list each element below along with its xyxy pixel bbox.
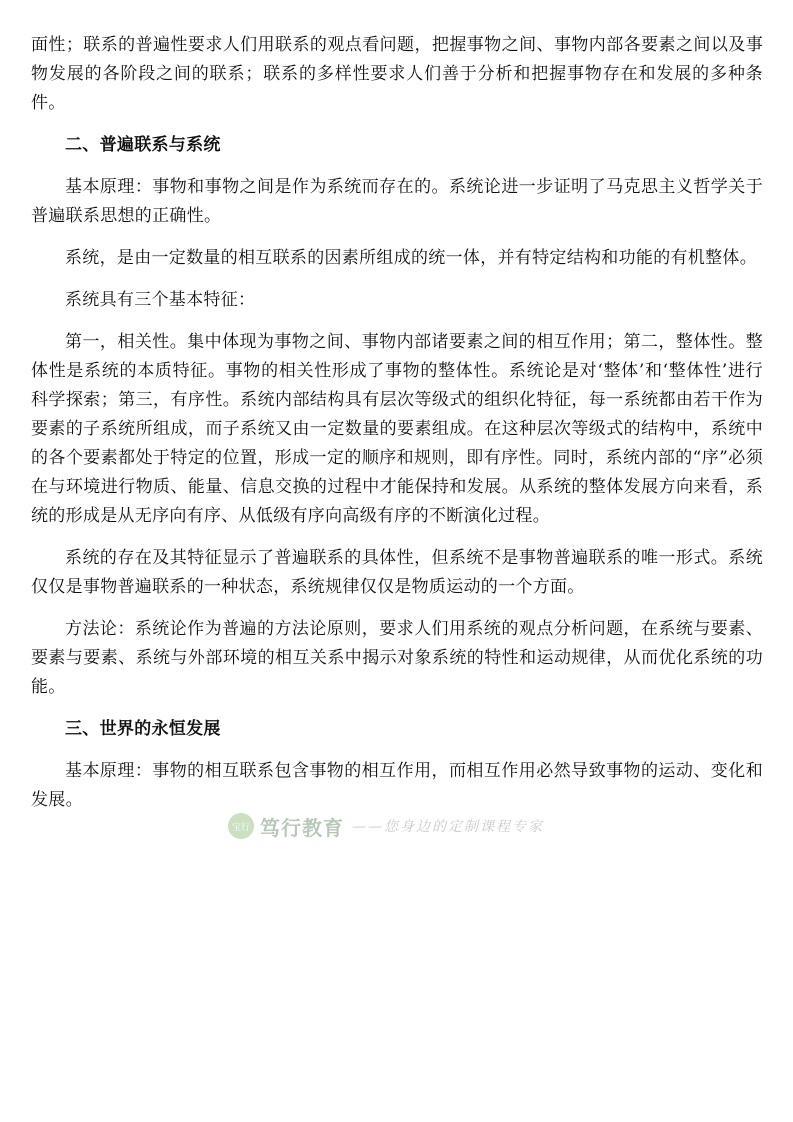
paragraph-system-existence: 系统的存在及其特征显示了普遍联系的具体性，但系统不是事物普遍联系的唯一形式。系统仅仅是事物普遍联系的一种状态，系统规律仅仅是物质运动的一个方面。 bbox=[31, 548, 763, 597]
paragraph-features: 第一，相关性。集中体现为事物之间、事物内部诸要素之间的相互作用；第二，整体性。整体性是系统的本质特征。事物的相关性形成了事物的整体性。系统论是对‘整体’和‘整体性’进行科学探索；第三，有序性。系统内部结构具有层次等级式的组织化特征，每一系统都由若干作为要素的子系统所组成，而子系统又由一定数量的要素组成。在这种层次等级式的结构中，系统中的各个要素都处于特定的位置，形成一定的顺序和规则，即有序性。同时，系统内部的“序”必须在与环境进行物质、能量、信息交换的过程中才能保持和发展。从系统的整体发展方向来看，系统的形成是从无序向有序、从低级有序向高级有序的不断演化过程。 bbox=[31, 332, 763, 526]
watermark-brand: 笃行教育 bbox=[260, 815, 344, 840]
paragraph-development-principle: 基本原理：事物的相互联系包含事物的相互作用，而相互作用必然导致事物的运动、变化和发展。 bbox=[31, 761, 763, 810]
paragraph-system-definition: 系统，是由一定数量的相互联系的因素所组成的统一体，并有特定结构和功能的有机整体。 bbox=[65, 248, 757, 268]
section-heading-2: 二、普遍联系与系统 bbox=[65, 135, 221, 155]
document-body bbox=[31, 31, 763, 828]
section-heading-3: 三、世界的永恒发展 bbox=[65, 719, 221, 739]
paragraph-continuation: 面性；联系的普遍性要求人们用联系的观点看问题，把握事物之间、事物内部各要素之间以及事物发展的各阶段之间的联系；联系的多样性要求人们善于分析和把握事物存在和发展的多种条件。 bbox=[31, 35, 763, 113]
watermark-seal-icon: 宝行 bbox=[228, 813, 254, 839]
watermark-slogan: ——您身边的定制课程专家 bbox=[352, 819, 544, 835]
paragraph-methodology: 方法论：系统论作为普遍的方法论原则，要求人们用系统的观点分析问题，在系统与要素、要素与要素、系统与外部环境的相互关系中揭示对象系统的特性和运动规律，从而优化系统的功能。 bbox=[31, 619, 763, 697]
paragraph-basic-principle: 基本原理：事物和事物之间是作为系统而存在的。系统论进一步证明了马克思主义哲学关于普遍联系思想的正确性。 bbox=[31, 177, 763, 226]
paragraph-features-intro: 系统具有三个基本特征： bbox=[65, 290, 256, 310]
